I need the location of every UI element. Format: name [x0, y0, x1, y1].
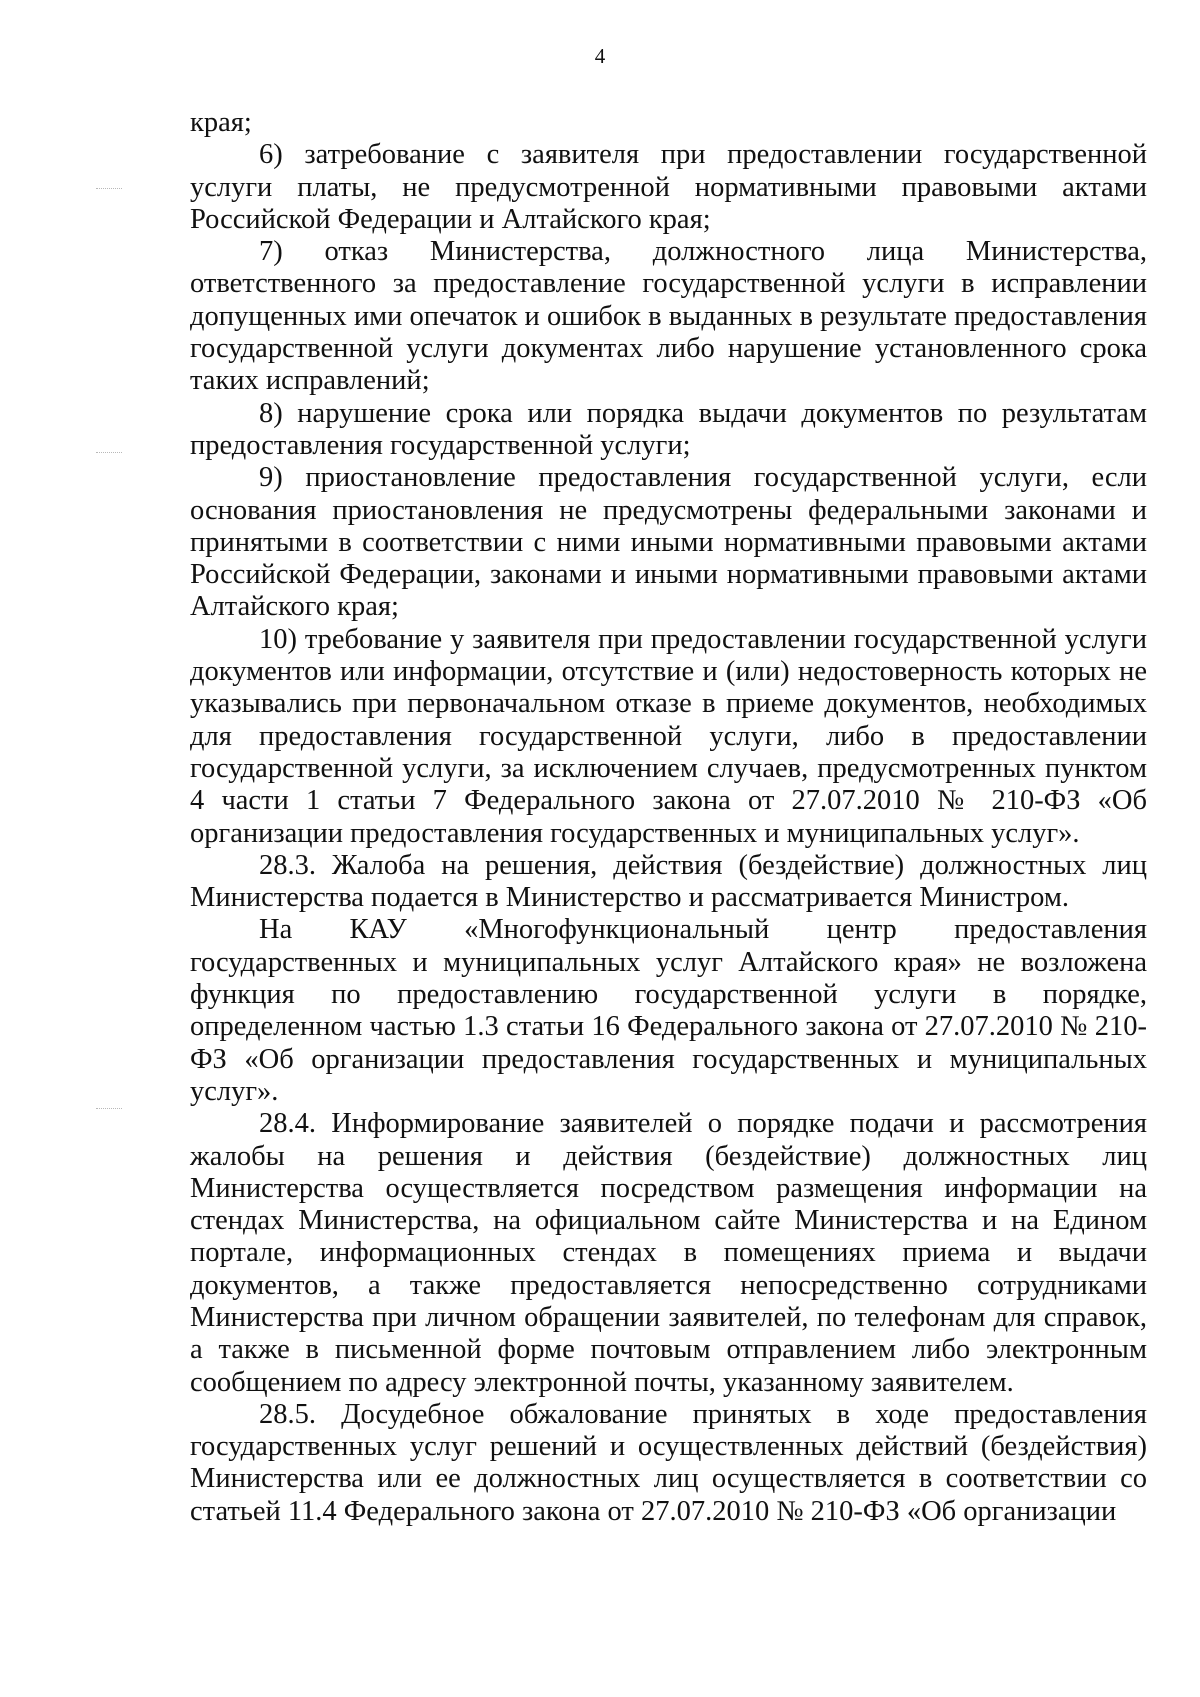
paragraph-28-5: 28.5. Досудебное обжалование принятых в ходе предоставления государственных услуг решений и осуществленных действий (бездействия) Министерства или ее должностных лиц осуществляется в соответствии со статьей 11.4 Федерального закона от 27.07.2010 № 210-ФЗ «Об организации: [190, 1398, 1147, 1527]
paragraph-item-7: 7) отказ Министерства, должностного лица Министерства, ответственного за предоставление государственной услуги в исправлении допущенных ими опечаток и ошибок в выданных в результате предоставления государственной услуги документах либо нарушение установленного срока таких исправлений;: [190, 236, 1147, 397]
paragraph-mfc-note: На КАУ «Многофункциональный центр предоставления государственных и муниципальных услуг Алтайского края» не возложена функция по предоставлению государственной услуги в порядке, определенном частью 1.3 статьи 16 Федерального закона от 27.07.2010 № 210-ФЗ «Об организации предоставления государственных и муниципальных услуг».: [190, 914, 1147, 1107]
scan-artifact: [96, 188, 122, 189]
page-number: 4: [594, 44, 606, 68]
scan-artifact: [96, 1108, 122, 1109]
paragraph-item-6: 6) затребование с заявителя при предоставлении государственной услуги платы, не предусмотренной нормативными правовыми актами Российской Федерации и Алтайского края;: [190, 139, 1147, 235]
paragraph-item-10: 10) требование у заявителя при предоставлении государственной услуги документов или информации, отсутствие и (или) недостоверность которых не указывались при первоначальном отказе в приеме документов, необходимых для предоставления государственной услуги, либо в предоставлении государственной услуги, за исключением случаев, предусмотренных пунктом 4 части 1 статьи 7 Федерального закона от 27.07.2010 № 210-ФЗ «Об организации предоставления государственных и муниципальных услуг».: [190, 623, 1147, 849]
paragraph-28-3: 28.3. Жалоба на решения, действия (бездействие) должностных лиц Министерства подается в Министерство и рассматривается Министром.: [190, 849, 1147, 914]
paragraph-item-8: 8) нарушение срока или порядка выдачи документов по результатам предоставления государственной услуги;: [190, 397, 1147, 461]
document-body: [190, 107, 1147, 1528]
paragraph-item-9: 9) приостановление предоставления государственной услуги, если основания приостановления не предусмотрены федеральными законами и принятыми в соответствии с ними иными нормативными правовыми актами Российской Федерации, законами и иными нормативными правовыми актами Алтайского края;: [190, 462, 1147, 623]
paragraph-28-4: 28.4. Информирование заявителей о порядке подачи и рассмотрения жалобы на решения и действия (бездействие) должностных лиц Министерства осуществляется посредством размещения информации на стендах Министерства, на официальном сайте Министерства и на Едином портале, информационных стендах в помещениях приема и выдачи документов, а также предоставляется непосредственно сотрудниками Министерства при личном обращении заявителей, по телефонам для справок, а также в письменной форме почтовым отправлением либо электронным сообщением по адресу электронной почты, указанному заявителем.: [190, 1108, 1147, 1398]
scan-artifact: [96, 452, 122, 453]
paragraph-continuation: края;: [190, 107, 252, 138]
